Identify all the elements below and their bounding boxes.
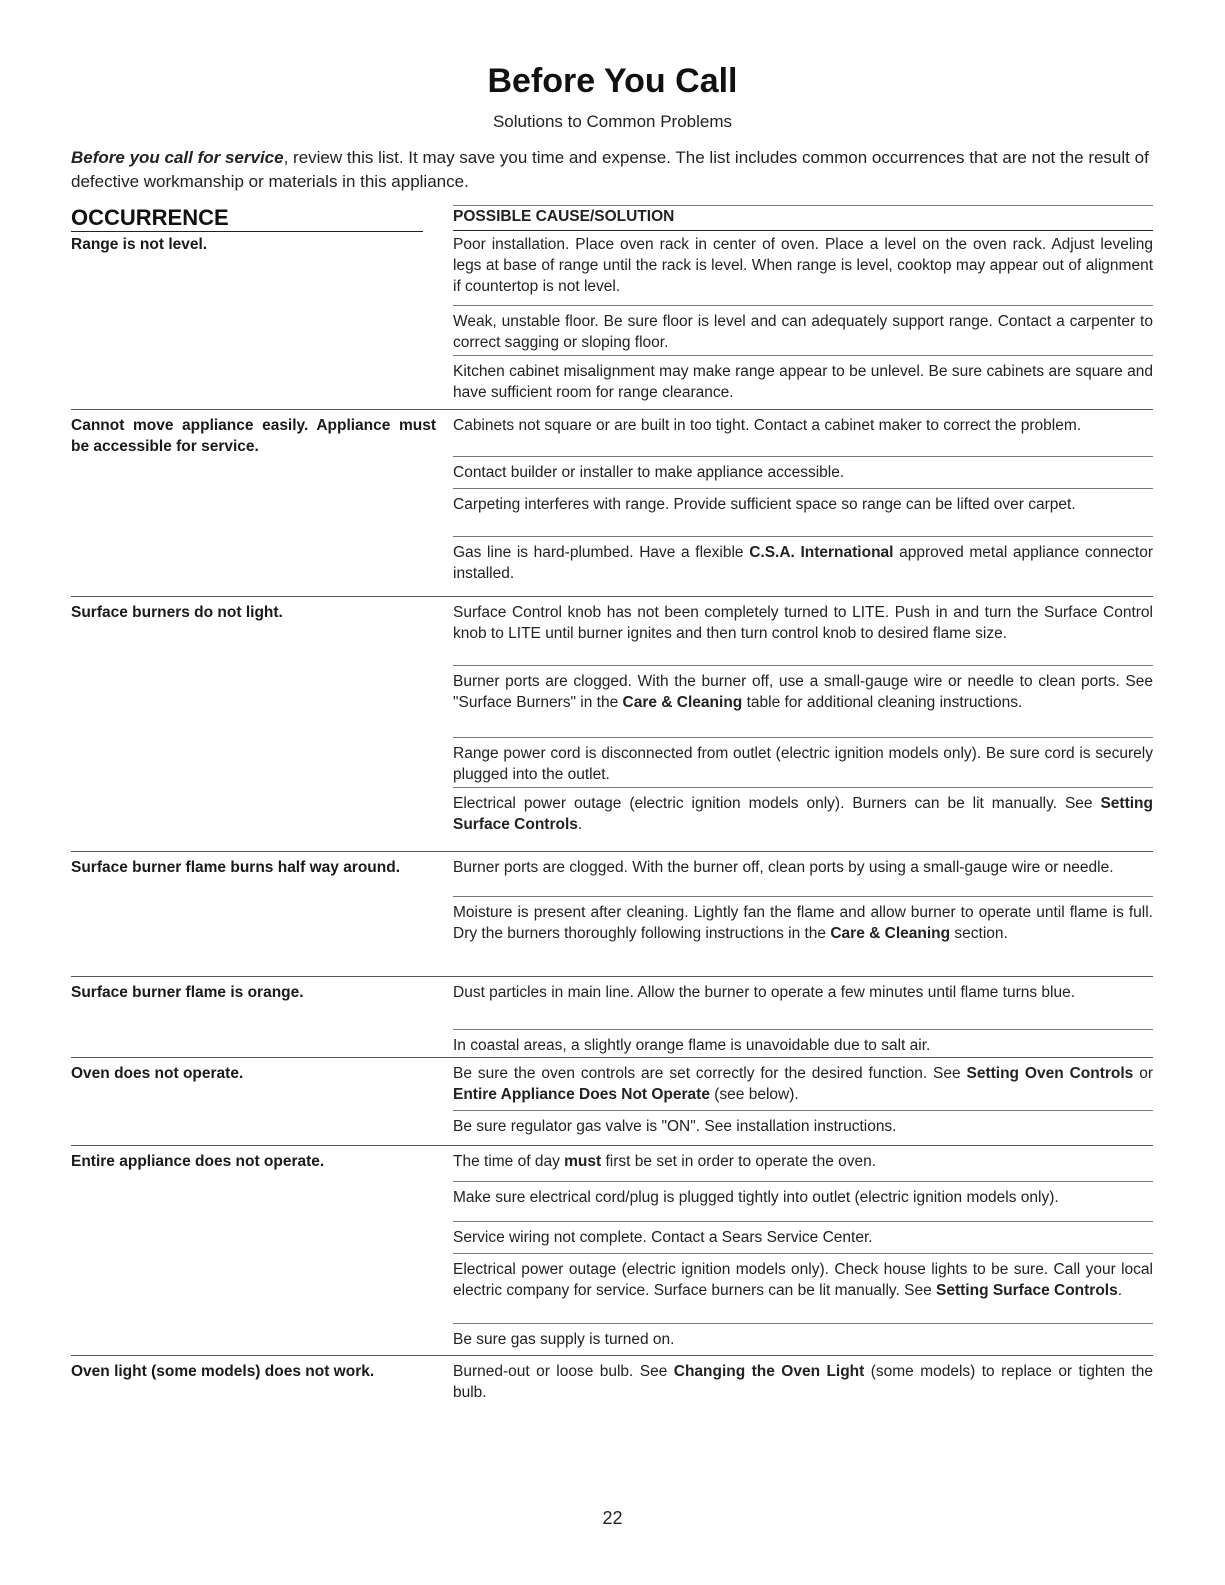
solution-emphasis: Care & Cleaning — [622, 694, 743, 711]
solution-emphasis: Entire Appliance Does Not Operate — [453, 1086, 710, 1103]
solution-item — [453, 536, 1153, 582]
solution-emphasis: C.S.A. International — [749, 544, 894, 561]
table-row — [71, 1057, 1153, 1135]
solution-text: approved metal appliance connector installed. — [453, 544, 1153, 582]
solution-item — [453, 1323, 1153, 1356]
solution-text: Electrical power outage (electric ignition models only). Burners can be lit manually. See — [453, 795, 1101, 812]
solution-text: Weak, unstable floor. Be sure floor is level and can adequately support range. Contact a carpenter to correct sagging or sloping floor. — [453, 313, 1153, 351]
solution-text: Range power cord is disconnected from outlet (electric ignition models only). Be sure cord is securely plugged into the outlet. — [453, 745, 1153, 783]
solution-item — [453, 787, 1153, 831]
solution-item — [453, 896, 1153, 969]
solution-emphasis: must — [564, 1153, 602, 1170]
solution-item — [453, 1356, 1153, 1406]
solution-item — [453, 232, 1153, 305]
solution-text: Kitchen cabinet misalignment may make range appear to be unlevel. Be sure cabinets are square and have sufficient room for range clearance. — [453, 363, 1153, 401]
solution-text: . — [577, 816, 583, 833]
solution-text: In coastal areas, a slightly orange flame is unavoidable due to salt air. — [453, 1037, 931, 1054]
solution-emphasis: Setting Surface Controls — [453, 795, 1153, 833]
intro-lead: Before you call for service — [71, 148, 284, 167]
solution-text: section. — [950, 925, 1008, 942]
solution-list — [453, 410, 1153, 582]
solution-text: or — [1133, 1065, 1153, 1082]
solution-item — [453, 456, 1153, 488]
solution-text: Be sure gas supply is turned on. — [453, 1331, 675, 1348]
occurrence-text: Range is not level. — [71, 236, 208, 253]
solution-item — [453, 1181, 1153, 1221]
solution-text: (some models) to replace or tighten the bulb. — [453, 1363, 1153, 1401]
solution-text: Burner ports are clogged. With the burner off, clean ports by using a small-gauge wire or needle. — [453, 859, 1114, 876]
solution-list — [453, 852, 1153, 969]
table-row — [71, 976, 1153, 1054]
table-row — [71, 596, 1153, 833]
solution-item — [453, 597, 1153, 665]
solution-emphasis: Changing the Oven Light — [673, 1363, 865, 1380]
solution-item — [453, 355, 1153, 404]
solution-text: Poor installation. Place oven rack in center of oven. Place a level on the oven rack. Adjust leveling legs at base of range until the rack is level. When range is level, cooktop may appear out of alignment if countertop is not level. — [453, 236, 1153, 295]
solution-list — [453, 1146, 1153, 1356]
table-row — [71, 851, 1153, 942]
table-row — [71, 1355, 1153, 1401]
solution-text: Contact builder or installer to make appliance accessible. — [453, 464, 845, 481]
occurrence-text: Oven light (some models) does not work. — [71, 1363, 375, 1380]
occurrence-text: Surface burner flame is orange. — [71, 984, 304, 1001]
solution-item — [453, 410, 1153, 456]
solution-item — [453, 488, 1153, 536]
solution-item — [453, 977, 1153, 1029]
occurrence-text: Oven does not operate. — [71, 1065, 244, 1082]
occurrence-text: Surface burners do not light. — [71, 604, 283, 621]
solution-text: first be set in order to operate the oven. — [601, 1153, 877, 1170]
intro-paragraph — [71, 146, 1161, 194]
solution-item — [453, 737, 1153, 787]
occurrence-text: Cannot move appliance easily. Appliance must be accessible for service. — [71, 417, 436, 455]
intro-text: , review this list. It may save you time and expense. The list includes common occurrences that are not the result of defective workmanship or materials in this appliance. — [71, 148, 1149, 191]
table-row — [71, 1145, 1153, 1348]
solution-text: Carpeting interferes with range. Provide sufficient space so range can be lifted over carpet. — [453, 496, 1076, 513]
solution-text: Burner ports are clogged. With the burner off, use a small-gauge wire or needle to clean ports. See "Surface Burners" in the — [453, 673, 1153, 711]
solution-item — [453, 1029, 1153, 1058]
occurrence-header: OCCURRENCE — [71, 205, 423, 232]
solution-text: Electrical power outage (electric ignition models only). Check house lights to be sure. Call your local electric company for service. Surface burners can be lit manually. See — [453, 1261, 1153, 1299]
solution-item — [453, 665, 1153, 737]
solution-item — [453, 1221, 1153, 1253]
solution-text: Moisture is present after cleaning. Lightly fan the flame and allow burner to operate until flame is full. Dry the burners thoroughly following instructions in the — [453, 904, 1153, 942]
solution-emphasis: Setting Surface Controls — [936, 1282, 1118, 1299]
solution-list — [453, 1058, 1153, 1146]
page-title: Before You Call — [487, 62, 738, 100]
solution-list — [453, 1356, 1153, 1406]
solution-emphasis: Care & Cleaning — [830, 925, 951, 942]
solution-text: Be sure the oven controls are set correctly for the desired function. See — [453, 1065, 967, 1082]
solution-item — [453, 1146, 1153, 1181]
solution-header: POSSIBLE CAUSE/SOLUTION — [453, 205, 1153, 231]
solution-text: Cabinets not square or are built in too tight. Contact a cabinet maker to correct the problem. — [453, 417, 1082, 434]
solution-item — [453, 852, 1153, 896]
solution-list — [453, 597, 1153, 831]
solution-emphasis: Setting Oven Controls — [966, 1065, 1134, 1082]
solution-item — [453, 305, 1153, 355]
solution-text: Be sure regulator gas valve is "ON". See installation instructions. — [453, 1118, 897, 1135]
page-subtitle: Solutions to Common Problems — [492, 112, 733, 131]
solution-list — [453, 232, 1153, 404]
solution-item — [453, 1110, 1153, 1146]
occurrence-text: Surface burner flame burns half way around. — [71, 859, 401, 876]
solution-item — [453, 1253, 1153, 1323]
solution-text: . — [1117, 1282, 1123, 1299]
solution-list — [453, 977, 1153, 1058]
table-row — [71, 409, 1153, 582]
solution-text: Gas line is hard-plumbed. Have a flexible — [453, 544, 750, 561]
occurrence-text: Entire appliance does not operate. — [71, 1153, 325, 1170]
solution-text: Surface Control knob has not been completely turned to LITE. Push in and turn the Surface Control knob to LITE until burner ignites and then turn control knob to desired flame size. — [453, 604, 1153, 642]
solution-text: Make sure electrical cord/plug is plugged tightly into outlet (electric ignition models only). — [453, 1189, 1059, 1206]
solution-text: Burned-out or loose bulb. See — [453, 1363, 674, 1380]
solution-text: Service wiring not complete. Contact a Sears Service Center. — [453, 1229, 873, 1246]
solution-item — [453, 1058, 1153, 1110]
page-number: 22 — [602, 1508, 623, 1528]
solution-text: The time of day — [453, 1153, 565, 1170]
solution-text: table for additional cleaning instructions. — [742, 694, 1023, 711]
solution-text: Dust particles in main line. Allow the burner to operate a few minutes until flame turns blue. — [453, 984, 1076, 1001]
solution-text: (see below). — [709, 1086, 799, 1103]
